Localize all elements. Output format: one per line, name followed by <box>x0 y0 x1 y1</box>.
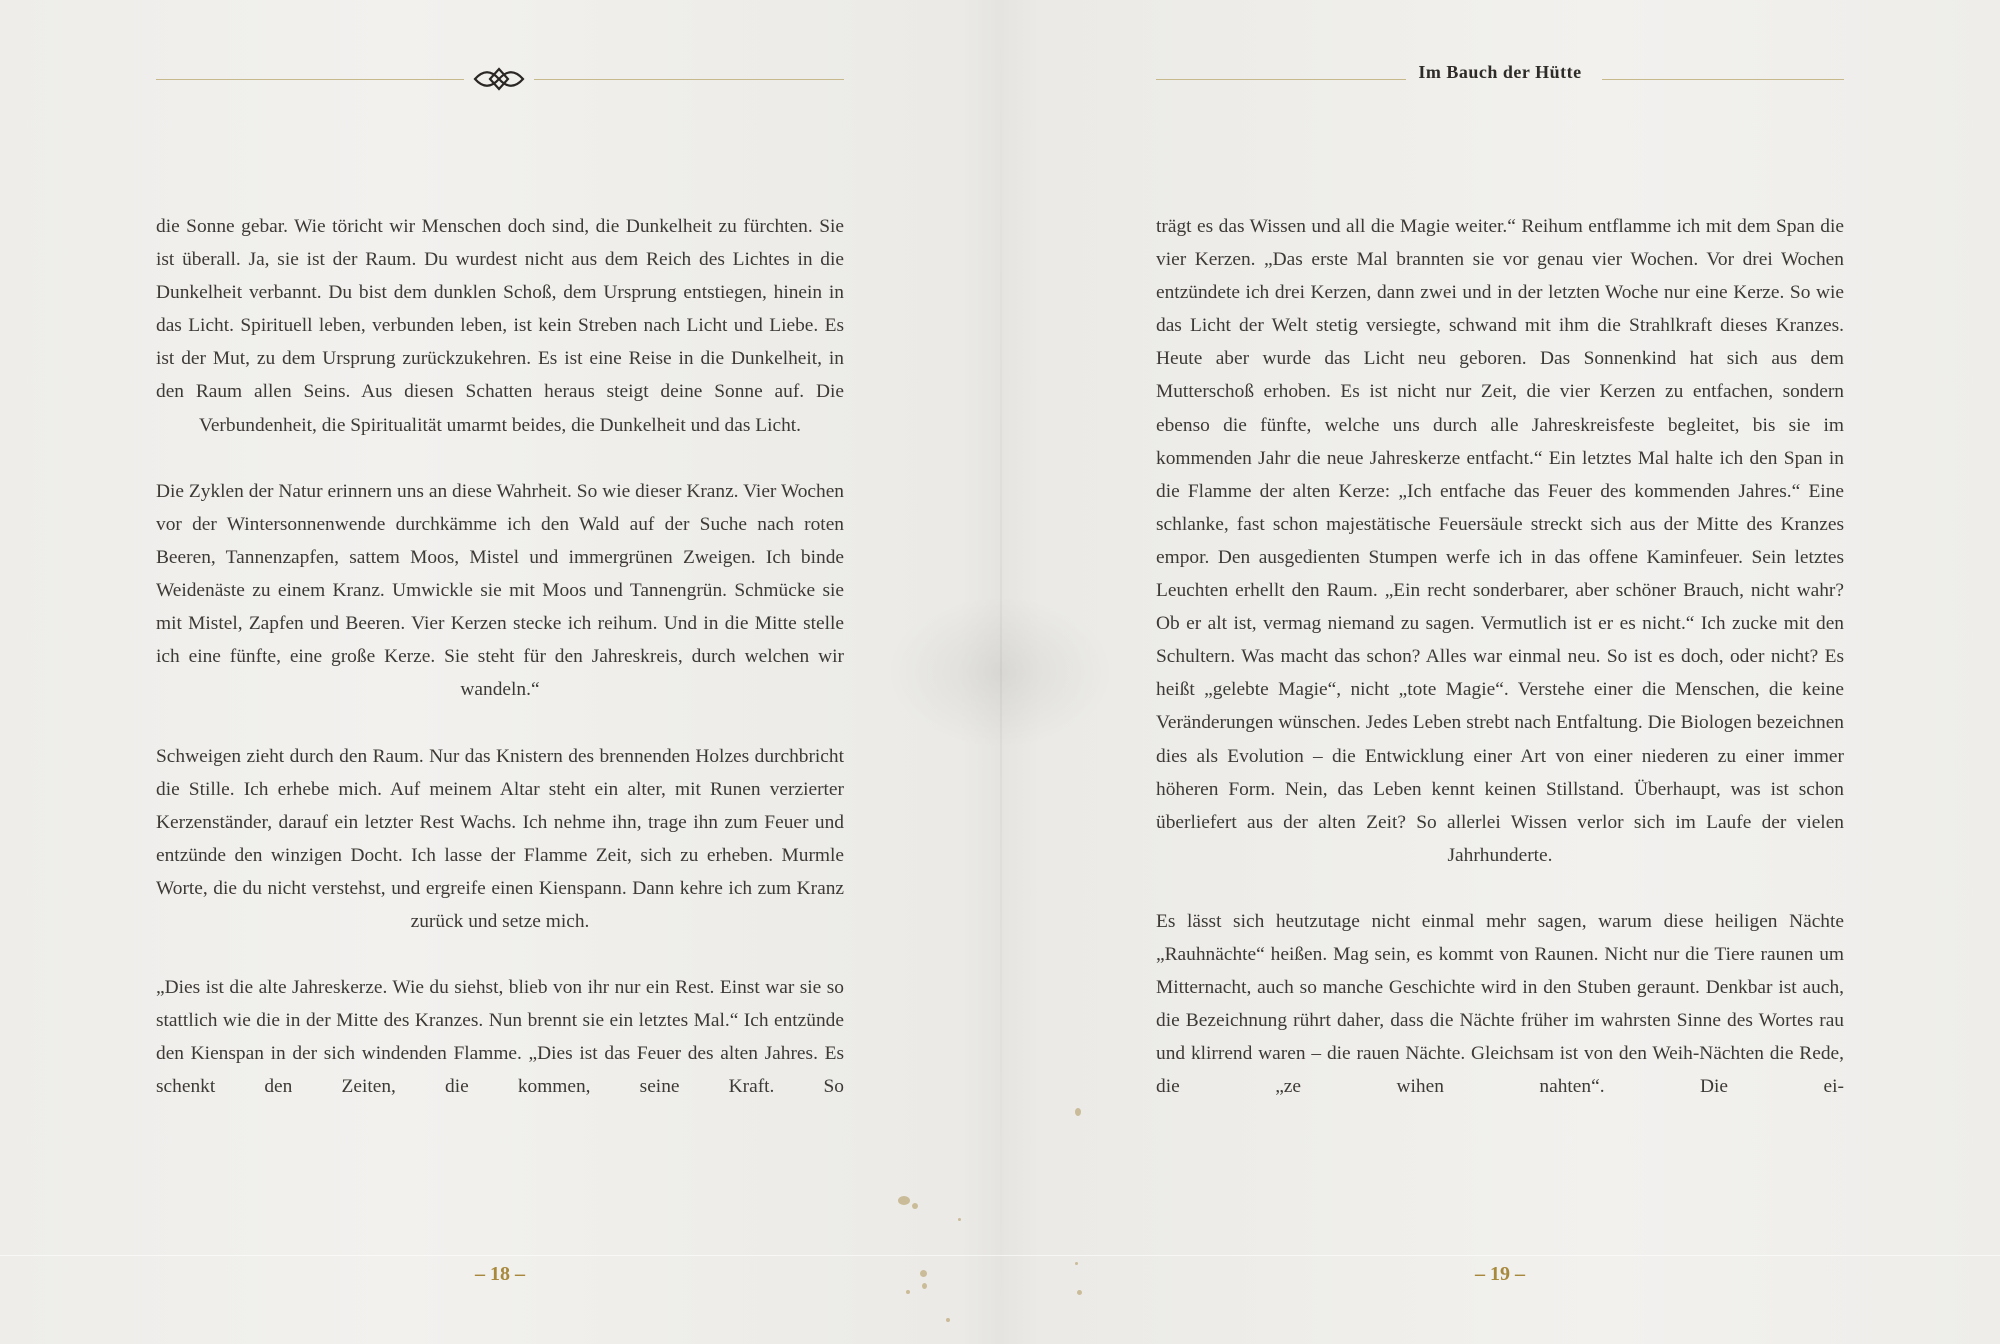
knot-ornament-icon <box>473 66 525 92</box>
ink-stain <box>946 1318 950 1322</box>
ink-stain <box>898 1196 910 1205</box>
ink-stain <box>912 1203 918 1209</box>
paragraph: Es lässt sich heutzutage nicht einmal mehr sagen, warum diese heiligen Nächte „Rauhnächte“ heißen. Mag sein, es kommt von Raunen. Nicht nur die Tiere raunen um Mitternacht, auch so manche Geschichte wird in den Stuben geraunt. Denkbar ist auch, die Bezeichnung rührt daher, dass die Nächte früher im wahrsten Sinne des Wortes rau und klirrend waren – die rauen Nächte. Gleichsam ist von den Weih-Nächten die Rede, die „ze wihen nahten“. Die ei- <box>1156 910 1844 1098</box>
paragraph: trägt es das Wissen und all die Magie weiter.“ Reihum entflamme ich mit dem Span die vier Kerzen. „Das erste Mal brannten sie vor genau vier Wochen. Vor drei Wochen entzündete ich drei Kerzen, dann zwei und in der letzten Woche nur eine Kerze. So wie das Licht der Welt stetig versiegte, schwand mit ihm die Strahlkraft dieses Kranzes. Heute aber wurde das Licht neu geboren. Das Sonnenkind hat sich aus dem Mutterschoß erhoben. Es ist nicht nur Zeit, die vier Kerzen zu entfachen, sondern ebenso die fünfte, welche uns durch alle Jahreskreisfeste begleitet, bis sie im kommenden Jahr die neue Jahreskerze entfacht.“ Ein letztes Mal halte ich den Span in die Flamme der alten Kerze: „Ich entfache das Feuer des kommenden Jahres.“ Eine schlanke, fast schon majestätische Feuersäule streckt sich aus der Mitte des Kranzes empor. Den ausgedienten Stumpen werfe ich in das offene Kaminfeuer. Sein letztes Leuchten erhellt den Raum. „Ein recht sonderbarer, aber schöner Brauch, nicht wahr? Ob er alt ist, vermag niemand zu sagen. Vermutlich ist er es nicht.“ Ich zucke mit den Schultern. Was macht das schon? Alles war einmal neu. So ist es doch, oder nicht? Es heißt „gelebte Magie“, nicht „tote Magie“. Verstehe einer die Menschen, die keine Veränderungen wünschen. Jedes Leben strebt nach Entfaltung. Die Biologen bezeichnen dies als Evolution – die Entwicklung einer Art von einer niederen zu einer immer höheren Form. Nein, das Leben kennt keinen Stillstand. Überhaupt, was ist schon überliefert aus der alten Zeit? So allerlei Wissen verlor sich im Laufe der vielen Jahrhunderte. <box>1156 216 1844 866</box>
header-rule-left <box>156 79 464 80</box>
gutter-crease <box>1000 0 1002 1344</box>
header-rule-right-end <box>1602 79 1844 80</box>
body-text-left <box>156 210 844 1104</box>
ink-stain <box>1075 1108 1081 1116</box>
paragraph: die Sonne gebar. Wie töricht wir Menschen doch sind, die Dunkelheit zu fürchten. Sie ist überall. Ja, sie ist der Raum. Du wurdest nicht aus dem Reich des Lichtes in die Dunkelheit verbannt. Du bist dem dunklen Schoß, dem Ursprung entstiegen, hinein in das Licht. Spirituell leben, verbunden leben, ist kein Streben nach Licht und Liebe. Es ist der Mut, zu dem Ursprung zurückzukehren. Es ist eine Reise in die Dunkelheit, in den Raum allen Seins. Aus diesen Schatten heraus steigt deine Sonne auf. Die Verbundenheit, die Spiritualität umarmt beides, die Dunkelheit und das Licht. <box>156 216 844 436</box>
body-text-right <box>1156 210 1844 1104</box>
paragraph: Die Zyklen der Natur erinnern uns an diese Wahrheit. So wie dieser Kranz. Vier Wochen vor der Wintersonnenwende durchkämme ich den Wald auf der Suche nach roten Beeren, Tannenzapfen, sattem Moos, Mistel und immergrünen Zweigen. Ich binde Weidenäste zu einem Kranz. Umwickle sie mit Moos und Tannengrün. Schmücke sie mit Mistel, Zapfen und Beeren. Vier Kerzen stecke ich reihum. Und in die Mitte stelle ich eine fünfte, eine große Kerze. Sie steht für den Jahreskreis, durch welchen wir wandeln.“ <box>156 480 844 701</box>
page-number: – 19 – <box>1475 1263 1525 1285</box>
page-number: – 18 – <box>475 1263 525 1285</box>
running-head-title: Im Bauch der Hütte <box>1418 62 1582 82</box>
ink-stain <box>958 1218 961 1221</box>
left-page <box>156 0 844 1344</box>
right-page <box>1156 0 1844 1344</box>
paragraph: „Dies ist die alte Jahreskerze. Wie du siehst, blieb von ihr nur ein Rest. Einst war sie so stattlich wie die in der Mitte des Kranzes. Nun brennt sie ein letztes Mal.“ Ich entzünde den Kienspan in der sich windenden Flamme. „Dies ist das Feuer des alten Jahres. Es schenkt den Zeiten, die kommen, seine Kraft. So <box>156 977 844 1098</box>
header-rule-left-end <box>534 79 844 80</box>
paragraph: Schweigen zieht durch den Raum. Nur das Knistern des brennenden Holzes durchbricht die Stille. Ich erhebe mich. Auf meinem Altar steht ein alter, mit Runen verzierter Kerzenständer, darauf ein letzter Rest Wachs. Ich nehme ihn, trage ihn zum Feuer und entzünde den winzigen Docht. Ich lasse der Flamme Zeit, sich zu erheben. Murmle Worte, die du nicht verstehst, und ergreife einen Kienspann. Dann kehre ich zum Kranz zurück und setze mich. <box>156 745 844 932</box>
